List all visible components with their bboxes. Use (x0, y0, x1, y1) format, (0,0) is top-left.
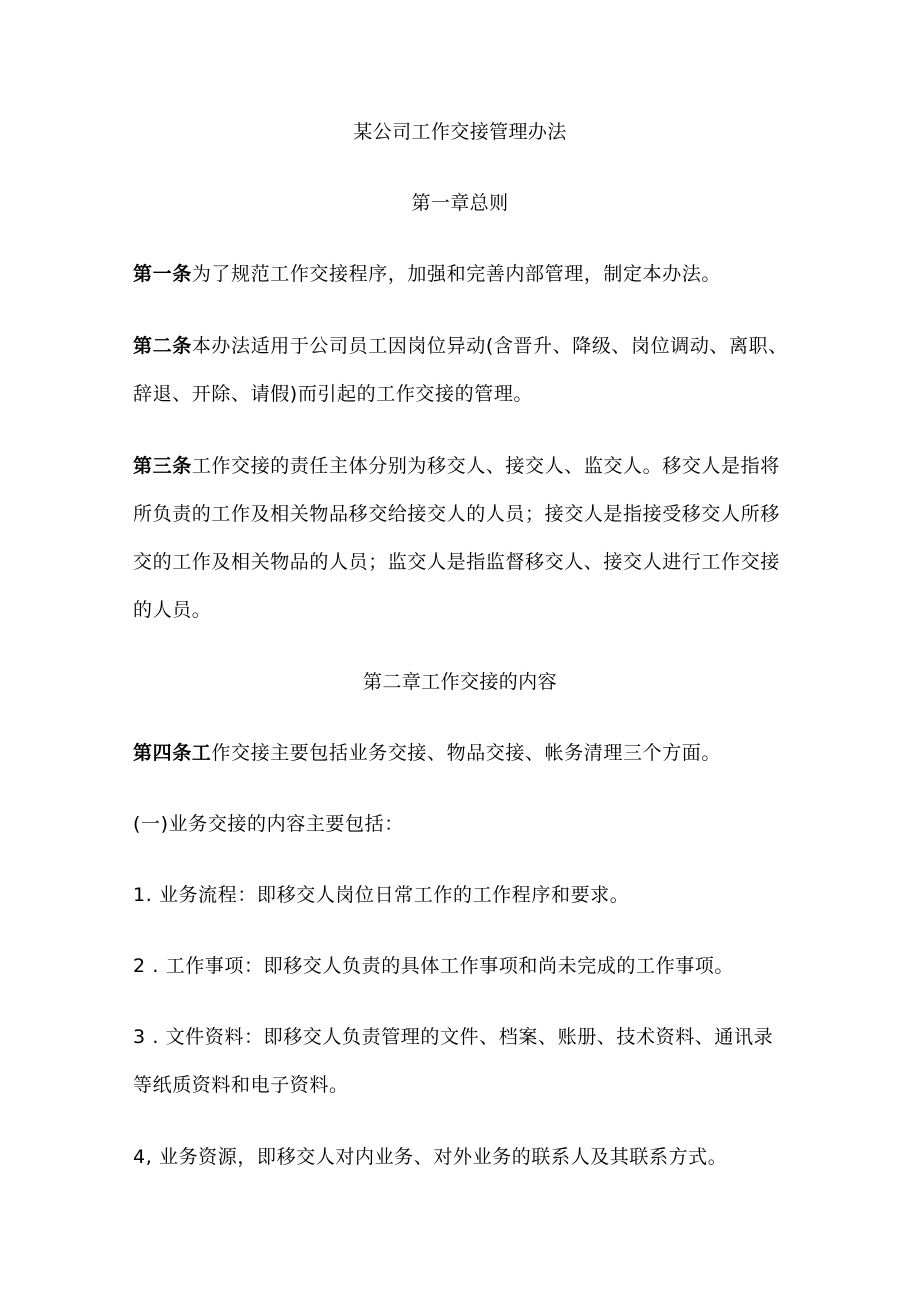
article-3-text-1: 工作交接的责任主体分别为移交人、接交人、监交人。移交人是指将 (191, 455, 780, 477)
list-item-3-line-2: 等纸质资料和电子资料。 (133, 1074, 349, 1096)
article-4-label: 第四条工 (133, 742, 212, 764)
article-3-label: 第三条 (133, 455, 192, 477)
list-item-3-line-1: 3 . 文件资料：即移交人负责管理的文件、档案、账册、技术资料、通讯录 (133, 1026, 774, 1048)
section-1-heading: (一)业务交接的内容主要包括： (133, 813, 404, 835)
article-2-label: 第二条 (133, 335, 192, 357)
article-3-line-2: 所负责的工作及相关物品移交给接交人的人员；接交人是指接受移交人所移 (133, 503, 780, 525)
list-item-2: 2 . 工作事项：即移交人负责的具体工作事项和尚未完成的工作事项。 (133, 955, 735, 977)
article-3-line-4: 的人员。 (133, 599, 212, 621)
article-1-text: 为了规范工作交接程序，加强和完善内部管理，制定本办法。 (191, 263, 722, 285)
article-3-line-1 (133, 454, 780, 478)
article-1-label: 第一条 (133, 263, 192, 285)
article-4-text: 作交接主要包括业务交接、物品交接、帐务清理三个方面。 (211, 742, 722, 764)
chapter-1-title: 第一章总则 (411, 192, 509, 214)
article-2-line-2: 辞退、开除、请假)而引起的工作交接的管理。 (133, 383, 534, 405)
article-2-line-1 (133, 334, 788, 358)
article-2-text-1: 本办法适用于公司员工因岗位异动(含晋升、降级、岗位调动、离职、 (191, 335, 788, 357)
list-item-4: 4, 业务资源，即移交人对内业务、对外业务的联系人及其联系方式。 (133, 1146, 728, 1168)
document-title: 某公司工作交接管理办法 (353, 121, 567, 143)
article-1 (133, 262, 721, 286)
article-3-line-3: 交的工作及相关物品的人员；监交人是指监督移交人、接交人进行工作交接 (133, 551, 780, 573)
article-4 (133, 741, 721, 765)
list-item-1: 1. 业务流程：即移交人岗位日常工作的工作程序和要求。 (133, 884, 630, 906)
chapter-2-title: 第二章工作交接的内容 (362, 671, 557, 693)
